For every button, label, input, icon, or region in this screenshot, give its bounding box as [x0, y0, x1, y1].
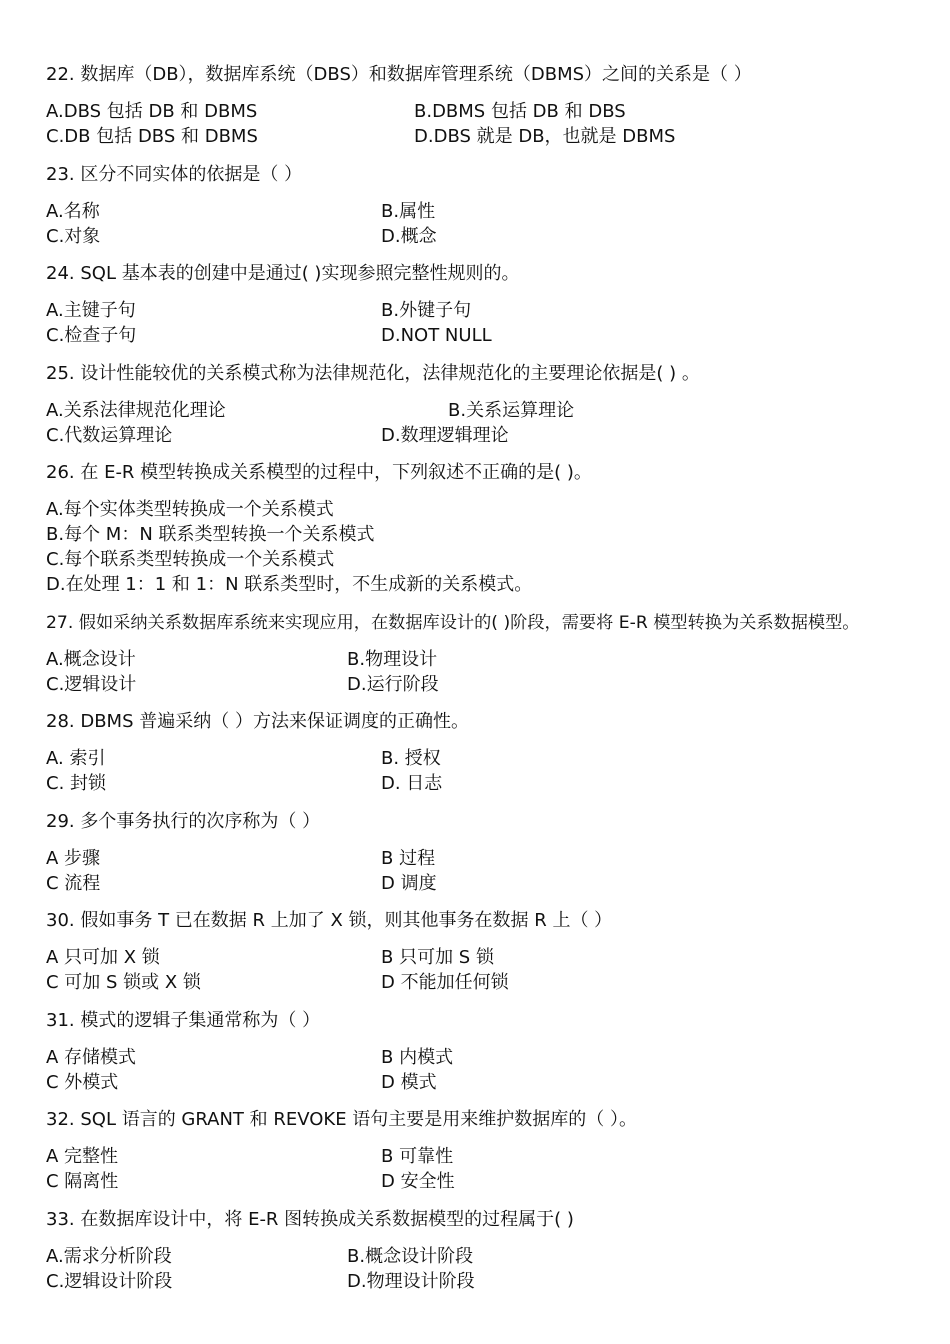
question-30-stem: 30. 假如事务 T 已在数据 R 上加了 X 锁，则其他事务在数据 R 上（ ） [46, 910, 613, 931]
question-33-option-b: B.概念设计阶段 [347, 1246, 474, 1267]
question-29-option-b: B 过程 [381, 848, 436, 869]
question-29-option-d: D 调度 [381, 873, 437, 894]
question-23-option-c: C.对象 [46, 226, 101, 247]
question-28-option-a: A. 索引 [46, 748, 106, 769]
question-27-option-b: B.物理设计 [347, 649, 438, 670]
question-25-option-c: C.代数运算理论 [46, 425, 173, 446]
question-24-option-c: C.检查子句 [46, 325, 137, 346]
question-26-option-c: C.每个联系类型转换成一个关系模式 [46, 549, 335, 570]
question-23-option-d: D.概念 [381, 226, 437, 247]
question-27-stem: 27. 假如采纳关系数据库系统来实现应用，在数据库设计的( )阶段，需要将 E-R 模型转换为关系数据模型。 [46, 613, 860, 633]
question-27-option-d: D.运行阶段 [347, 674, 439, 695]
question-32-option-a: A 完整性 [46, 1146, 119, 1167]
question-32-option-d: D 安全性 [381, 1171, 455, 1192]
question-31-option-d: D 模式 [381, 1072, 437, 1093]
question-28-option-d: D. 日志 [381, 773, 443, 794]
question-22-option-b: B.DBMS 包括 DB 和 DBS [414, 101, 626, 122]
question-30-option-d: D 不能加任何锁 [381, 972, 509, 993]
question-27-option-c: C.逻辑设计 [46, 674, 137, 695]
question-31-stem: 31. 模式的逻辑子集通常称为（ ） [46, 1010, 321, 1031]
question-25-option-d: D.数理逻辑理论 [381, 425, 509, 446]
question-26-option-b: B.每个 M：N 联系类型转换一个关系模式 [46, 524, 375, 545]
question-22-stem: 22. 数据库（DB），数据库系统（DBS）和数据库管理系统（DBMS）之间的关系是（ ） [46, 64, 752, 85]
question-31-option-b: B 内模式 [381, 1047, 454, 1068]
question-33-stem: 33. 在数据库设计中，将 E-R 图转换成关系数据模型的过程属于( ) [46, 1209, 574, 1230]
question-22-option-c: C.DB 包括 DBS 和 DBMS [46, 126, 258, 147]
question-27-option-a: A.概念设计 [46, 649, 136, 670]
question-28-option-b: B. 授权 [381, 748, 441, 769]
question-23-option-b: B.属性 [381, 201, 436, 222]
question-31-option-c: C 外模式 [46, 1072, 119, 1093]
question-32-stem: 32. SQL 语言的 GRANT 和 REVOKE 语句主要是用来维护数据库的（ ）。 [46, 1109, 638, 1130]
question-31-option-a: A 存储模式 [46, 1047, 137, 1068]
question-24-option-d: D.NOT NULL [381, 325, 492, 346]
question-25-stem: 25. 设计性能较优的关系模式称为法律规范化，法律规范化的主要理论依据是( ) 。 [46, 363, 700, 384]
question-24-stem: 24. SQL 基本表的创建中是通过( )实现参照完整性规则的。 [46, 263, 520, 284]
question-26-option-d: D.在处理 1：1 和 1：N 联系类型时，不生成新的关系模式。 [46, 574, 533, 595]
question-24-option-a: A.主键子句 [46, 300, 136, 321]
question-29-option-a: A 步骤 [46, 848, 101, 869]
question-23-option-a: A.名称 [46, 201, 100, 222]
question-25-option-a: A.关系法律规范化理论 [46, 400, 226, 421]
question-29-stem: 29. 多个事务执行的次序称为（ ） [46, 811, 321, 832]
question-33-option-a: A.需求分析阶段 [46, 1246, 172, 1267]
question-33-option-d: D.物理设计阶段 [347, 1271, 475, 1292]
question-30-option-c: C 可加 S 锁或 X 锁 [46, 972, 201, 993]
question-22-option-a: A.DBS 包括 DB 和 DBMS [46, 101, 258, 122]
question-29-option-c: C 流程 [46, 873, 101, 894]
question-22-option-d: D.DBS 就是 DB，也就是 DBMS [414, 126, 676, 147]
question-28-option-c: C. 封锁 [46, 773, 107, 794]
question-32-option-c: C 隔离性 [46, 1171, 119, 1192]
question-30-option-b: B 只可加 S 锁 [381, 947, 494, 968]
question-26-stem: 26. 在 E-R 模型转换成关系模型的过程中，下列叙述不正确的是( )。 [46, 462, 592, 483]
question-30-option-a: A 只可加 X 锁 [46, 947, 160, 968]
question-28-stem: 28. DBMS 普遍采纳（ ）方法来保证调度的正确性。 [46, 711, 469, 732]
question-24-option-b: B.外键子句 [381, 300, 472, 321]
question-25-option-b: B.关系运算理论 [448, 400, 575, 421]
question-32-option-b: B 可靠性 [381, 1146, 454, 1167]
question-26-option-a: A.每个实体类型转换成一个关系模式 [46, 499, 334, 520]
question-23-stem: 23. 区分不同实体的依据是（ ） [46, 164, 303, 185]
question-33-option-c: C.逻辑设计阶段 [46, 1271, 173, 1292]
